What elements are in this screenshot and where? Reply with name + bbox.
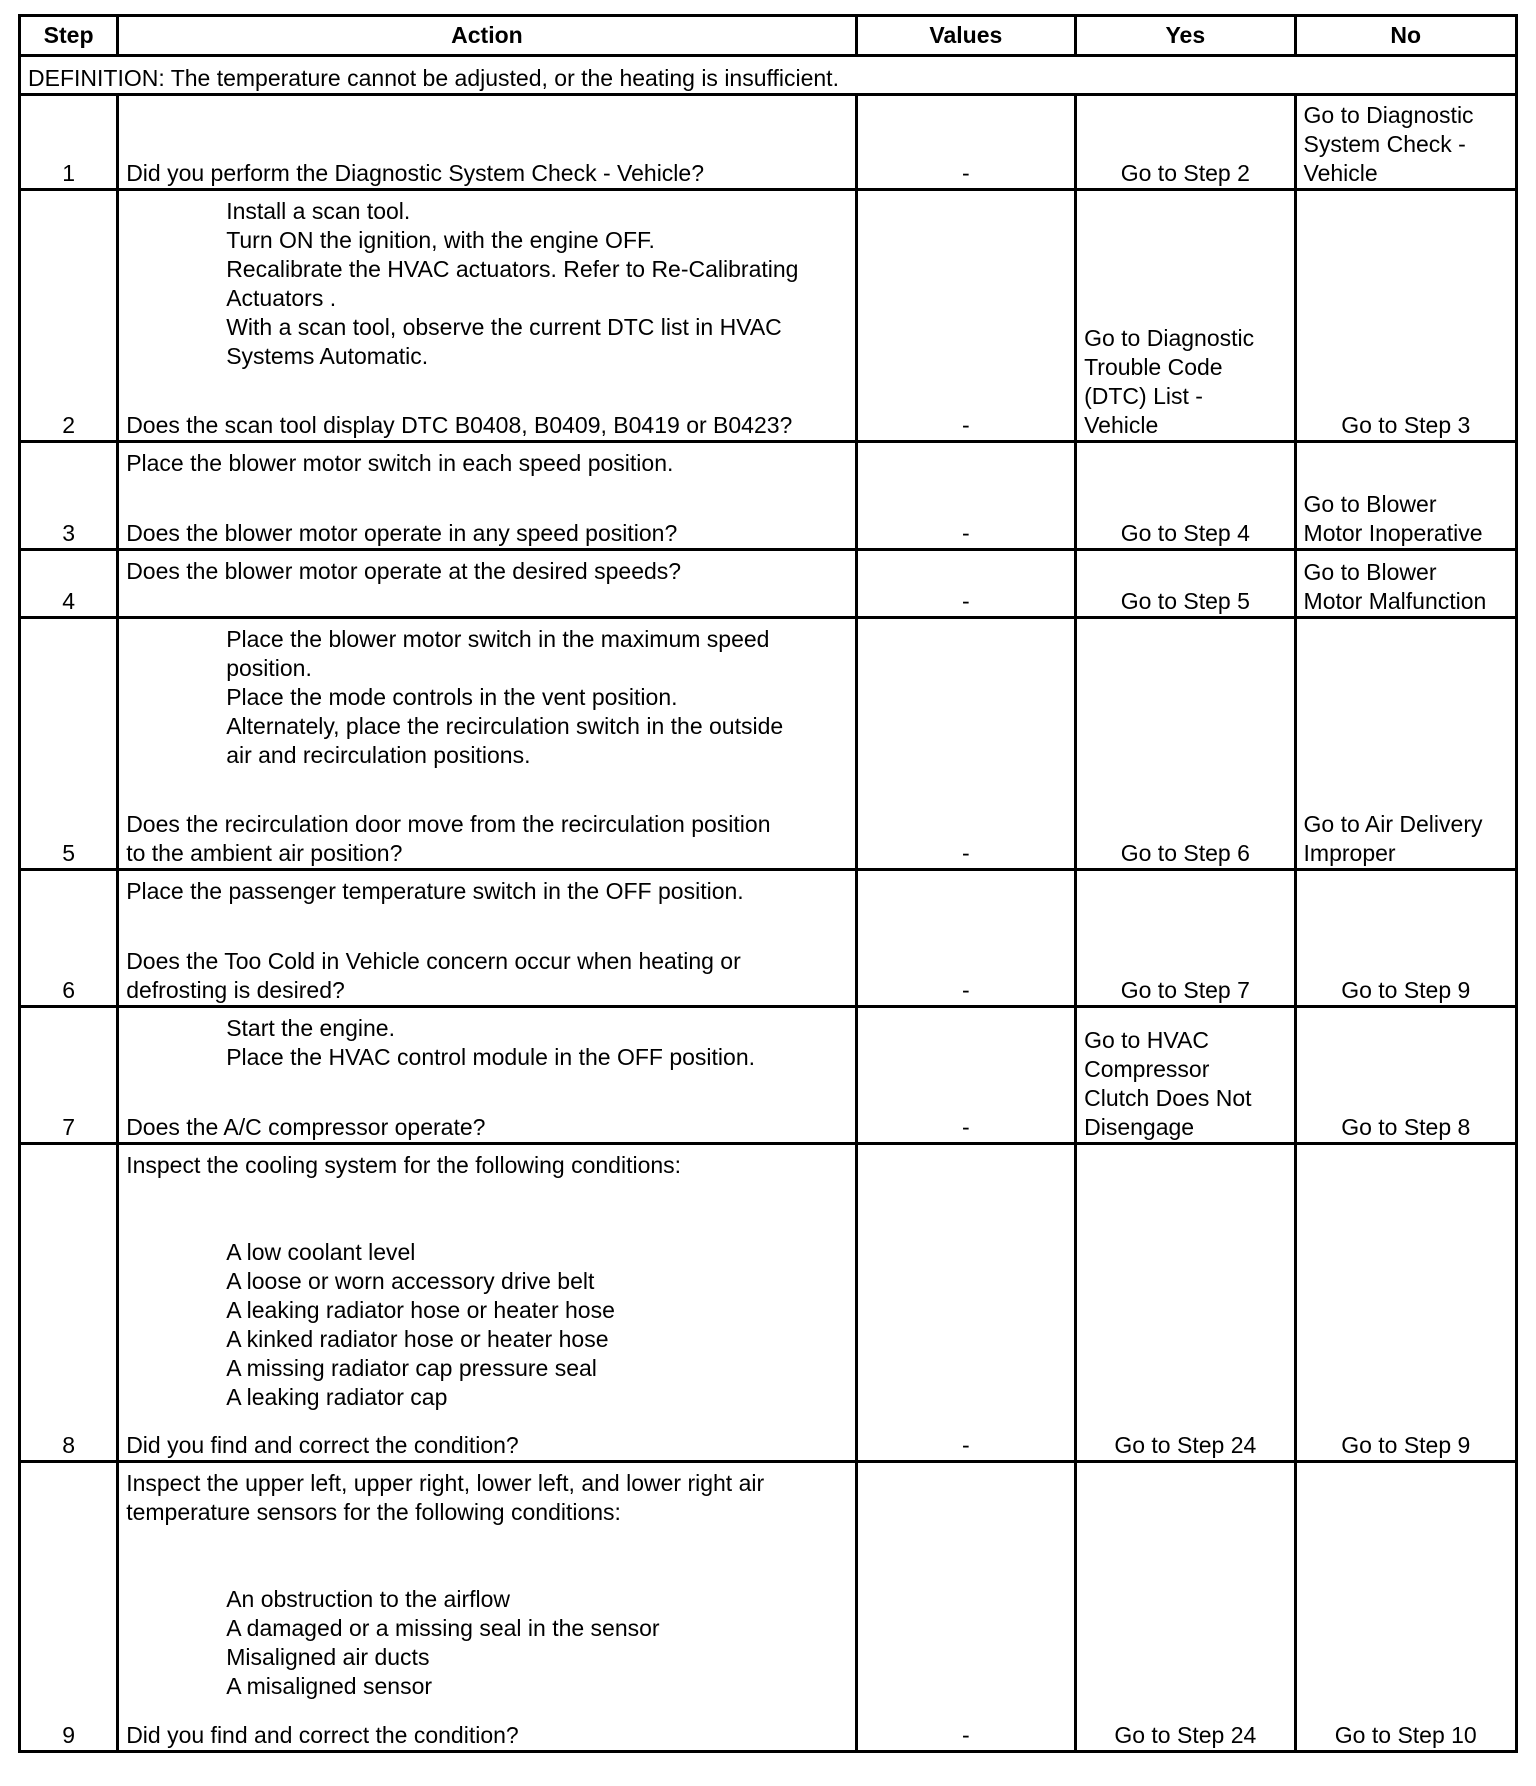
action-line: Place the mode controls in the vent position. <box>226 684 678 710</box>
no-link-text[interactable]: Motor Inoperative <box>1303 520 1483 546</box>
no-link-text[interactable]: Motor Malfunction <box>1303 588 1487 614</box>
action-line: Turn ON the ignition, with the engine OFF. <box>226 227 655 253</box>
yes-cell <box>1076 190 1295 442</box>
action-line: An obstruction to the airflow <box>226 1586 511 1612</box>
action-line: Actuators . <box>226 285 337 311</box>
yes-cell <box>1076 95 1295 190</box>
spacer <box>126 1527 847 1585</box>
step-number: 8 <box>20 1144 118 1462</box>
yes-cell <box>1076 1144 1295 1462</box>
action-line: Did you find and correct the condition? <box>126 1432 519 1458</box>
values-cell: - <box>856 190 1075 442</box>
yes-link-text[interactable]: Go to HVAC <box>1084 1027 1209 1053</box>
no-link-text[interactable]: Go to Blower <box>1303 559 1437 585</box>
no-link-text[interactable]: Go to Step 3 <box>1341 412 1471 438</box>
no-cell <box>1295 95 1516 190</box>
table-row <box>20 190 1517 442</box>
table-row <box>20 618 1517 870</box>
action-line: defrosting is desired? <box>126 977 345 1003</box>
action-line: Alternately, place the recirculation switch in the outside <box>226 713 784 739</box>
yes-link-text[interactable]: Trouble Code <box>1084 354 1223 380</box>
action-line: A leaking radiator cap <box>226 1384 448 1410</box>
action-line: Misaligned air ducts <box>226 1644 430 1670</box>
no-cell <box>1295 1462 1516 1752</box>
no-cell <box>1295 550 1516 618</box>
no-link-text[interactable]: Go to Step 8 <box>1341 1114 1471 1140</box>
action-line: With a scan tool, observe the current DTC list in HVAC <box>226 314 782 340</box>
action-line: air and recirculation positions. <box>226 742 531 768</box>
action-line: Did you perform the Diagnostic System Check - Vehicle? <box>126 160 704 186</box>
action-cell <box>118 618 856 870</box>
action-line: Does the scan tool display DTC B0408, B0409, B0419 or B0423? <box>126 412 793 438</box>
yes-link-text[interactable]: Go to Step 24 <box>1114 1432 1257 1458</box>
action-line: temperature sensors for the following conditions: <box>126 1499 621 1525</box>
yes-cell <box>1076 870 1295 1007</box>
action-line: Inspect the cooling system for the following conditions: <box>126 1152 682 1178</box>
values-cell: - <box>856 870 1075 1007</box>
definition-row <box>20 56 1517 95</box>
yes-cell <box>1076 442 1295 550</box>
action-cell <box>118 870 856 1007</box>
action-line: A misaligned sensor <box>226 1673 433 1699</box>
step-number: 2 <box>20 190 118 442</box>
no-link-text[interactable]: Go to Step 9 <box>1341 1432 1471 1458</box>
action-line: A kinked radiator hose or heater hose <box>226 1326 609 1352</box>
table-row <box>20 870 1517 1007</box>
header-values: Values <box>856 16 1075 56</box>
action-line: Does the Too Cold in Vehicle concern occur when heating or <box>126 948 741 974</box>
values-cell: - <box>856 618 1075 870</box>
no-cell <box>1295 1144 1516 1462</box>
yes-link-text[interactable]: Go to Step 24 <box>1114 1722 1257 1748</box>
values-cell: - <box>856 1144 1075 1462</box>
step-number: 3 <box>20 442 118 550</box>
yes-link-text[interactable]: Compressor <box>1084 1056 1210 1082</box>
values-cell: - <box>856 1462 1075 1752</box>
values-cell: - <box>856 1007 1075 1144</box>
no-link-text[interactable]: Improper <box>1303 840 1396 866</box>
action-line: Recalibrate the HVAC actuators. Refer to Re-Calibrating <box>226 256 799 282</box>
action-line: Install a scan tool. <box>226 198 411 224</box>
yes-link-text[interactable]: Go to Step 2 <box>1120 160 1250 186</box>
yes-cell <box>1076 550 1295 618</box>
action-line: A leaking radiator hose or heater hose <box>226 1297 615 1323</box>
spacer <box>126 1180 847 1238</box>
step-number: 4 <box>20 550 118 618</box>
header-row <box>20 16 1517 56</box>
action-line: A damaged or a missing seal in the sensor <box>226 1615 660 1641</box>
action-line: Place the blower motor switch in each speed position. <box>126 450 674 476</box>
step-number: 1 <box>20 95 118 190</box>
action-cell <box>118 190 856 442</box>
table-row <box>20 1144 1517 1462</box>
no-cell <box>1295 1007 1516 1144</box>
spacer <box>126 102 847 131</box>
step-number: 6 <box>20 870 118 1007</box>
yes-link-text[interactable]: Go to Diagnostic <box>1084 325 1255 351</box>
header-action: Action <box>118 16 856 56</box>
yes-cell <box>1076 1007 1295 1144</box>
no-link-text[interactable]: Go to Step 9 <box>1341 977 1471 1003</box>
action-line: Does the blower motor operate in any speed position? <box>126 520 678 546</box>
no-link-text[interactable]: System Check - <box>1303 131 1466 157</box>
yes-link-text[interactable]: Go to Step 6 <box>1120 840 1250 866</box>
no-link-text[interactable]: Vehicle <box>1303 160 1378 186</box>
action-line: Place the passenger temperature switch in the OFF position. <box>126 878 744 904</box>
no-link-text[interactable]: Go to Diagnostic <box>1303 102 1474 128</box>
table-row <box>20 95 1517 190</box>
header-step: Step <box>20 16 118 56</box>
header-yes: Yes <box>1076 16 1295 56</box>
step-number: 9 <box>20 1462 118 1752</box>
yes-link-text[interactable]: (DTC) List - <box>1084 383 1203 409</box>
spacer <box>126 478 847 507</box>
action-cell <box>118 95 856 190</box>
action-line: Inspect the upper left, upper right, lower left, and lower right air <box>126 1470 765 1496</box>
action-line: position. <box>226 655 312 681</box>
step-number: 5 <box>20 618 118 870</box>
no-cell <box>1295 190 1516 442</box>
yes-cell <box>1076 618 1295 870</box>
action-cell <box>118 550 856 618</box>
no-link-text[interactable]: Go to Step 10 <box>1334 1722 1477 1748</box>
values-cell: - <box>856 550 1075 618</box>
action-line: Does the blower motor operate at the desired speeds? <box>126 558 682 584</box>
action-line: Start the engine. <box>226 1015 395 1041</box>
action-line: A loose or worn accessory drive belt <box>226 1268 595 1294</box>
action-cell <box>118 442 856 550</box>
action-line: Place the blower motor switch in the maximum speed <box>226 626 770 652</box>
action-line: Does the A/C compressor operate? <box>126 1114 486 1140</box>
values-cell: - <box>856 442 1075 550</box>
definition-text: DEFINITION: The temperature cannot be adjusted, or the heating is insufficient. <box>20 56 1517 95</box>
action-line: A low coolant level <box>226 1239 416 1265</box>
action-line: Systems Automatic. <box>226 343 429 369</box>
action-cell <box>118 1462 856 1752</box>
action-cell <box>118 1007 856 1144</box>
yes-link-text[interactable]: Clutch Does Not <box>1084 1085 1252 1111</box>
diagnostic-table <box>18 14 1518 1753</box>
action-cell <box>118 1144 856 1462</box>
table-row <box>20 550 1517 618</box>
table-row <box>20 1462 1517 1752</box>
no-link-text[interactable]: Go to Air Delivery <box>1303 811 1483 837</box>
yes-link-text[interactable]: Go to Step 5 <box>1120 588 1250 614</box>
yes-link-text[interactable]: Go to Step 4 <box>1120 520 1250 546</box>
step-number: 7 <box>20 1007 118 1144</box>
yes-link-text[interactable]: Disengage <box>1084 1114 1195 1140</box>
yes-cell <box>1076 1462 1295 1752</box>
values-cell: - <box>856 95 1075 190</box>
no-cell <box>1295 618 1516 870</box>
yes-link-text[interactable]: Go to Step 7 <box>1120 977 1250 1003</box>
action-line: Place the HVAC control module in the OFF position. <box>226 1044 756 1070</box>
action-line: to the ambient air position? <box>126 840 403 866</box>
no-cell <box>1295 442 1516 550</box>
header-no: No <box>1295 16 1516 56</box>
action-line: Did you find and correct the condition? <box>126 1722 519 1748</box>
spacer <box>126 906 847 935</box>
no-cell <box>1295 870 1516 1007</box>
action-line: A missing radiator cap pressure seal <box>226 1355 597 1381</box>
no-link-text[interactable]: Go to Blower <box>1303 491 1437 517</box>
table-row <box>20 1007 1517 1144</box>
yes-link-text[interactable]: Vehicle <box>1084 412 1159 438</box>
action-line: Does the recirculation door move from the recirculation position <box>126 811 771 837</box>
table-row <box>20 442 1517 550</box>
